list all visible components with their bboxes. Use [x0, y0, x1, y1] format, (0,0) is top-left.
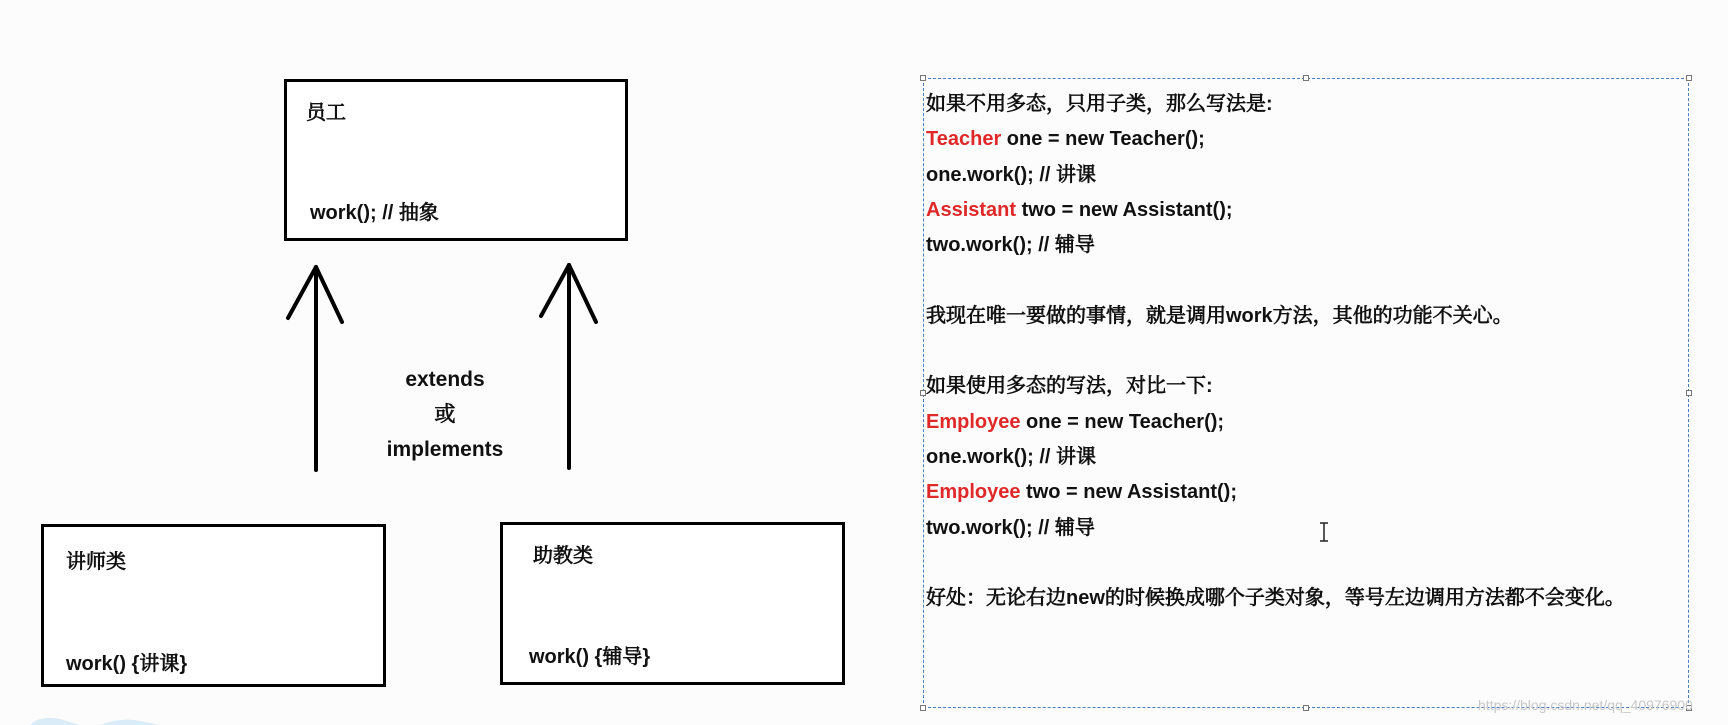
- code-employee-one-rest: one = new Teacher();: [1020, 410, 1225, 433]
- type-employee-2: Employee: [926, 481, 1021, 504]
- code-line-assistant: [926, 193, 1688, 228]
- code-assistant-rest: two = new Assistant();: [1016, 198, 1233, 221]
- employee-class-title: 员工: [306, 102, 346, 124]
- lecturer-class-title: 讲师类: [66, 551, 126, 573]
- left-arrow-head-right: [316, 267, 342, 322]
- resize-handle-top-left[interactable]: [920, 75, 926, 81]
- blank-line: [926, 263, 1688, 298]
- employee-method: work(); // 抽象: [310, 202, 439, 224]
- resize-handle-bottom-center[interactable]: [1303, 705, 1309, 711]
- code-line-two-work: two.work(); // 辅导: [926, 234, 1095, 257]
- type-employee-1: Employee: [926, 410, 1021, 433]
- corner-logo-icon: [0, 715, 180, 725]
- assistant-class-title: 助教类: [533, 545, 593, 567]
- resize-handle-bottom-left[interactable]: [920, 705, 926, 711]
- relation-extends: extends: [405, 368, 485, 391]
- blank-line: [926, 334, 1688, 369]
- text-cursor-icon: [1318, 521, 1330, 543]
- relation-implements: implements: [386, 438, 504, 461]
- code-employee-two-rest: two = new Assistant();: [1020, 481, 1237, 504]
- left-arrow-head-left: [288, 267, 316, 318]
- assistant-class-box: [500, 522, 845, 685]
- relation-or: 或: [434, 403, 456, 426]
- benefit-statement: 好处：无论右边new的时候换成哪个子类对象，等号左边调用方法都不会变化。: [926, 587, 1625, 610]
- heading-no-polymorphism: 如果不用多态，只用子类，那么写法是:: [926, 93, 1273, 115]
- code-line-one-work-2: one.work(); // 讲课: [926, 445, 1096, 468]
- relation-label: [360, 362, 530, 467]
- code-line-one-work: one.work(); // 讲课: [926, 163, 1096, 186]
- code-line-teacher: [926, 122, 1688, 157]
- paragraph-only-work: 我现在唯一要做的事情，就是调用work方法，其他的功能不关心。: [926, 304, 1513, 327]
- code-line-employee-one: [926, 405, 1688, 440]
- resize-handle-top-center[interactable]: [1303, 75, 1309, 81]
- resize-handle-top-right[interactable]: [1686, 75, 1692, 81]
- lecturer-method: work() {讲课}: [66, 653, 188, 675]
- right-arrow-head-right: [569, 265, 596, 322]
- assistant-method: work() {辅导}: [529, 646, 651, 668]
- type-assistant: Assistant: [926, 198, 1017, 221]
- heading-polymorphism: 如果使用多态的写法，对比一下:: [926, 375, 1213, 398]
- code-teacher-rest: one = new Teacher();: [1001, 128, 1205, 151]
- blank-line: [926, 546, 1688, 581]
- code-line-two-work-2: two.work(); // 辅导: [926, 516, 1095, 539]
- left-arrow: [288, 267, 342, 470]
- right-arrow-head-left: [541, 265, 569, 316]
- notes-text-box[interactable]: [923, 78, 1689, 708]
- notes-content[interactable]: [926, 87, 1688, 616]
- right-arrow: [541, 265, 596, 468]
- lecturer-class-box: [41, 524, 386, 687]
- watermark-text: https://blog.csdn.net/qq_40976900: [1478, 697, 1693, 713]
- code-line-employee-two: [926, 475, 1688, 510]
- employee-class-box: [284, 79, 628, 241]
- type-teacher: Teacher: [926, 128, 1002, 151]
